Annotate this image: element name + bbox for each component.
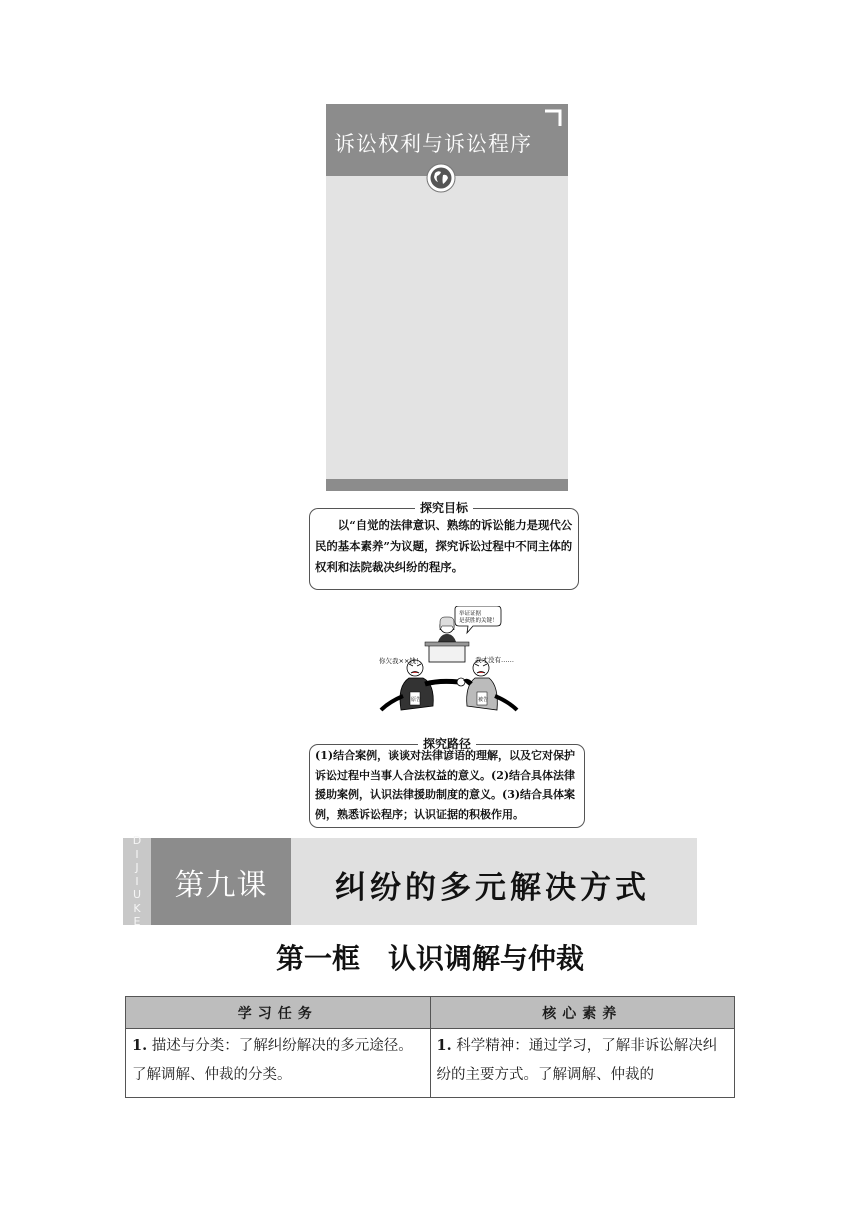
judge-bubble-line1: 举证证据 — [459, 611, 482, 617]
cartoon-illustration — [375, 606, 525, 724]
chapter-banner — [326, 104, 568, 491]
table-header-row — [126, 997, 735, 1029]
side-letter: K — [133, 901, 141, 915]
globe-icon — [426, 163, 456, 193]
side-letter: J — [135, 861, 139, 875]
banner-title: 诉讼权利与诉讼程序 — [334, 132, 532, 156]
lesson-title: 纠纷的多元解决方式 — [335, 870, 650, 906]
corner-bracket-icon — [543, 108, 563, 128]
task-text: 描述与分类：了解纠纷解决的多元途径。了解调解、仲裁的分类。 — [132, 1038, 413, 1083]
objectives-table — [125, 996, 735, 1098]
right-speech: 我才没有…… — [475, 656, 514, 664]
left-shirt-label: 原告 — [411, 697, 422, 703]
goal-title: 探究目标 — [415, 499, 473, 516]
task-number: 1. — [132, 1037, 148, 1054]
side-letter: I — [135, 847, 139, 861]
judge-bubble-line2: 是获胜的关键！ — [459, 618, 498, 624]
lesson-side-strip — [123, 834, 151, 929]
path-text: (1)结合案例，谈谈对法律谚语的理解，以及它对保护诉讼过程中当事人合法权益的意义。(2)结合具体法律援助案例，认识法律援助制度的意义。(3)结合具体案例，熟悉诉讼程序；认识证据的积极作用。 — [315, 749, 576, 821]
lesson-number: 第九课 — [151, 838, 291, 925]
header-learning-tasks: 学习任务 — [126, 997, 431, 1029]
literacy-number: 1. — [436, 1037, 452, 1054]
defendant-figure — [465, 660, 517, 710]
plaintiff-figure — [381, 660, 465, 710]
side-letter: U — [132, 888, 142, 902]
lesson-header — [123, 834, 697, 929]
banner-footer — [326, 479, 568, 491]
right-shirt-label: 被告 — [478, 697, 489, 703]
table-row — [126, 1029, 735, 1098]
frame-title: 第一框 认识调解与仲裁 — [275, 942, 584, 975]
goal-panel — [309, 501, 579, 590]
path-panel — [309, 737, 585, 828]
side-letter: E — [133, 915, 141, 929]
path-title: 探究路径 — [418, 735, 476, 752]
left-speech: 你欠我××钱！ — [379, 657, 423, 665]
literacy-cell — [430, 1029, 735, 1098]
task-cell — [126, 1029, 431, 1098]
side-letter: D — [132, 834, 142, 848]
goal-text: 以“自觉的法律意识、熟练的诉讼能力是现代公民的基本素养”为议题，探究诉讼过程中不同主体的权利和法院裁决纠纷的程序。 — [315, 518, 573, 574]
literacy-text: 科学精神：通过学习，了解非诉讼解决纠纷的主要方式。了解调解、仲裁的 — [436, 1038, 718, 1083]
header-core-literacy: 核心素养 — [430, 997, 735, 1029]
side-letter: I — [135, 874, 139, 888]
courtroom-cartoon — [375, 606, 525, 724]
